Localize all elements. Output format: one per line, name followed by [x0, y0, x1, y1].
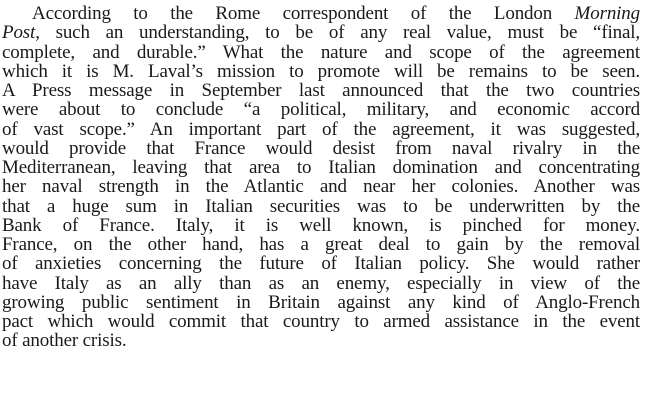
text-line: Bank of France. Italy, it is well known, is pinched for money.	[2, 214, 640, 236]
text-line-last: of another crisis.	[2, 330, 127, 352]
article-paragraph	[2, 4, 640, 351]
text-line: A Press message in September last announced that the two countries	[2, 80, 640, 101]
text-line: that a huge sum in Italian securities was to be underwritten by the	[2, 195, 640, 217]
text-line: France, on the other hand, has a great deal to gain by the removal	[2, 234, 640, 255]
text-line: Post, such an understanding, to be of any real value, must be “final,	[2, 22, 640, 44]
text-line: were about to conclude “a political, military, and economic accord	[2, 99, 640, 121]
text-line: of vast scope.” An important part of the agreement, it was suggested,	[2, 118, 640, 140]
text-line: According to the Rome correspondent of the London Morning	[32, 3, 640, 24]
text-line: which it is M. Laval’s mission to promote will be remains to be seen.	[2, 60, 640, 82]
text-line: of anxieties concerning the future of Italian policy. She would rather	[2, 253, 640, 275]
text-line: growing public sentiment in Britain against any kind of Anglo-French	[2, 291, 640, 313]
text-line: have Italy as an ally than as an enemy, especially in view of the	[2, 272, 640, 294]
text-line: Mediterranean, leaving that area to Italian domination and concentrating	[2, 157, 640, 178]
text-line: would provide that France would desist from naval rivalry in the	[2, 137, 640, 159]
text-line: her naval strength in the Atlantic and near her colonies. Another was	[2, 176, 640, 198]
text-line: pact which would commit that country to armed assistance in the event	[2, 311, 640, 332]
text-line: complete, and durable.” What the nature and scope of the agreement	[2, 41, 640, 63]
